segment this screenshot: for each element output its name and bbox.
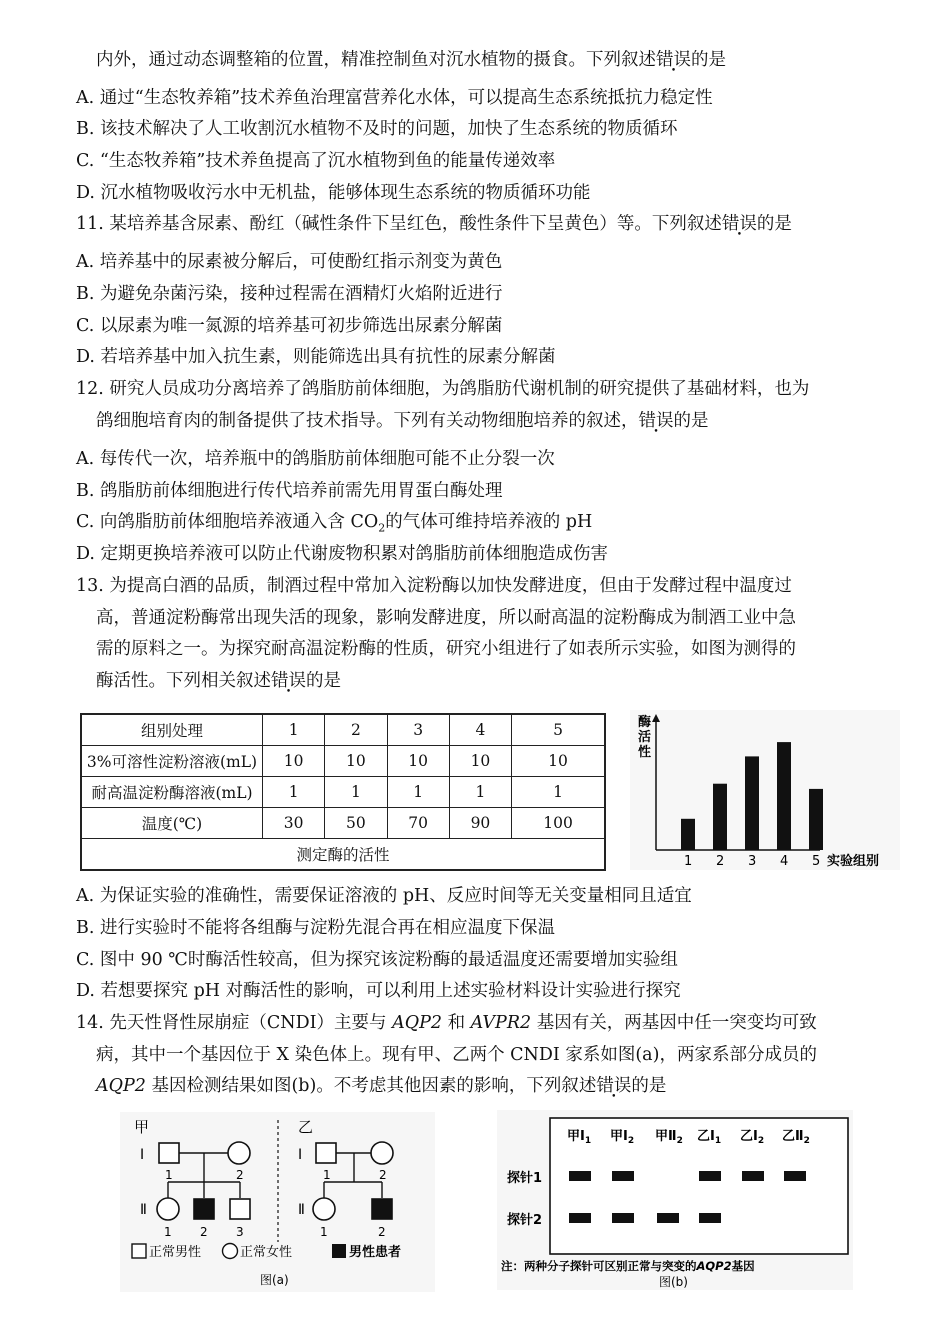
family-yi-label: 乙 [298, 1118, 314, 1136]
legend-patient-icon [332, 1244, 346, 1258]
table-row [81, 808, 605, 839]
probe2-band [612, 1213, 634, 1223]
q10-option-c: C. “生态牧养箱”技术养鱼提高了沉水植物到鱼的能量传递效率 [76, 151, 556, 171]
table-cell: 10 [387, 746, 449, 777]
q12-stem-line2: 鸽细胞培育肉的制备提供了技术指导。下列有关动物细胞培养的叙述，错误的是 [96, 411, 709, 431]
label-1: 1 [323, 1168, 331, 1182]
yi-i1-normal-male [316, 1143, 336, 1163]
gen-2-label: Ⅱ [298, 1202, 305, 1218]
jia-ii1-normal-female [157, 1198, 179, 1220]
table-header-row [81, 714, 605, 746]
figure-b-note: 注：两种分子探针可区别正常与突变的AQP2基因 [501, 1259, 755, 1273]
q12-option-a: A. 每传代一次，培养瓶中的鸽脂肪前体细胞可能不止分裂一次 [76, 449, 555, 469]
table-cell: 耐高温淀粉酶溶液(mL) [81, 777, 263, 808]
q11-option-b: B. 为避免杂菌污染，接种过程需在酒精灯火焰附近进行 [76, 284, 503, 304]
legend-female-icon [223, 1244, 238, 1259]
label-1: 1 [165, 1168, 173, 1182]
x-tick-label: 4 [780, 854, 789, 869]
table-cell: 70 [387, 808, 449, 839]
label-1: 1 [320, 1225, 328, 1239]
column-label: 乙$Ⅱ_2$ [782, 1129, 810, 1146]
q13-stem-line1: 13. 为提高白酒的品质，制酒过程中常加入淀粉酶以加快发酵进度，但由于发酵过程中温度过 [76, 576, 792, 596]
enzyme-activity-chart [630, 710, 900, 870]
label-2: 2 [378, 1225, 386, 1239]
table-cell: 3%可溶性淀粉溶液(mL) [81, 746, 263, 777]
table-cell: 30 [263, 808, 325, 839]
bar-3 [745, 756, 759, 850]
gen-1-label: Ⅰ [140, 1147, 145, 1163]
y-label-char: 性 [638, 745, 652, 760]
yi-ii2-male-patient [372, 1199, 392, 1219]
y-label-char: 酶 [638, 715, 652, 730]
q13-stem-line4: 酶活性。下列相关叙述错误的是 [96, 671, 341, 691]
table-cell: 10 [325, 746, 387, 777]
q13-option-b: B. 进行实验时不能将各组酶与淀粉先混合再在相应温度下保温 [76, 918, 555, 938]
experiment-table [80, 713, 606, 871]
probe2-band [699, 1213, 721, 1223]
figure-a-caption: 图(a) [260, 1273, 289, 1287]
label-3: 3 [236, 1225, 244, 1239]
q10-stem-tail: 内外，通过动态调整箱的位置，精准控制鱼对沉水植物的摄食。下列叙述错误的是 [96, 50, 726, 70]
gen-2-label: Ⅱ [140, 1202, 147, 1218]
table-row [81, 777, 605, 808]
q14-stem-line3: AQP2 基因检测结果如图(b)。不考虑其他因素的影响，下列叙述错误的是 [96, 1076, 667, 1096]
probe-result-figure [497, 1110, 853, 1290]
probe1-band [569, 1171, 591, 1181]
table-cell: 1 [263, 714, 325, 746]
chart-background [630, 710, 900, 870]
family-jia-label: 甲 [134, 1118, 150, 1136]
table-cell: 10 [512, 746, 605, 777]
q13-option-d: D. 若想要探究 pH 对酶活性的影响，可以利用上述实验材料设计实验进行探究 [76, 981, 681, 1001]
table-row [81, 746, 605, 777]
probe1-band [784, 1171, 806, 1181]
probe2-label: 探针2 [507, 1213, 543, 1228]
x-tick-label: 2 [716, 854, 725, 869]
table-cell: 4 [449, 714, 511, 746]
table-cell: 1 [512, 777, 605, 808]
table-cell: 100 [512, 808, 605, 839]
label-2: 2 [200, 1225, 208, 1239]
table-cell: 3 [387, 714, 449, 746]
emphasis-dots: 错误 [656, 50, 691, 70]
legend-female-label: 正常女性 [240, 1245, 293, 1260]
q12-option-d: D. 定期更换培养液可以防止代谢废物积累对鸽脂肪前体细胞造成伤害 [76, 544, 609, 564]
q10-option-a: A. 通过“生态牧养箱”技术养鱼治理富营养化水体，可以提高生态系统抵抗力稳定性 [76, 88, 713, 108]
q12-stem-line1: 12. 研究人员成功分离培养了鸽脂肪前体细胞，为鸽脂肪代谢机制的研究提供了基础材料，也为 [76, 379, 810, 399]
label-2: 2 [236, 1168, 244, 1182]
legend-male-icon [132, 1244, 146, 1258]
jia-i2-normal-female [228, 1142, 250, 1164]
x-axis-label: 实验组别 [827, 854, 880, 869]
probe2-band [569, 1213, 591, 1223]
table-cell: 1 [387, 777, 449, 808]
jia-i1-normal-male [159, 1143, 179, 1163]
yi-ii1-normal-female [313, 1198, 335, 1220]
q10-option-d: D. 沉水植物吸收污水中无机盐，能够体现生态系统的物质循环功能 [76, 183, 591, 203]
label-2: 2 [379, 1168, 387, 1182]
label-1: 1 [164, 1225, 172, 1239]
bar-2 [713, 784, 727, 850]
column-label: 乙$Ⅰ_2$ [740, 1129, 765, 1146]
x-tick-label: 5 [812, 854, 821, 869]
q12-option-b: B. 鸽脂肪前体细胞进行传代培养前需先用胃蛋白酶处理 [76, 481, 503, 501]
q11-option-a: A. 培养基中的尿素被分解后，可使酚红指示剂变为黄色 [76, 252, 503, 272]
table-cell: 1 [263, 777, 325, 808]
pedigree-figure [120, 1112, 435, 1292]
q13-option-a: A. 为保证实验的准确性，需要保证溶液的 pH、反应时间等无关变量相同且适宜 [76, 886, 692, 906]
table-cell: 测定酶的活性 [81, 839, 605, 871]
bar-5 [809, 789, 823, 850]
yi-i2-normal-female [371, 1142, 393, 1164]
legend-male-label: 正常男性 [149, 1245, 202, 1260]
table-cell: 50 [325, 808, 387, 839]
q14-stem-line2: 病，其中一个基因位于 X 染色体上。现有甲、乙两个 CNDI 家系如图(a)，两家系部分成员的 [96, 1045, 817, 1065]
q11-option-c: C. 以尿素为唯一氮源的培养基可初步筛选出尿素分解菌 [76, 316, 503, 336]
y-label-char: 活 [638, 730, 652, 745]
table-cell: 2 [325, 714, 387, 746]
q10-option-b: B. 该技术解决了人工收割沉水植物不及时的问题，加快了生态系统的物质循环 [76, 119, 678, 139]
q12-option-c: C. 向鸽脂肪前体细胞培养液通入含 $CO_2$的气体可维持培养液的 pH [76, 512, 593, 535]
column-label: 甲$Ⅱ_2$ [655, 1129, 683, 1146]
jia-ii2-male-patient [194, 1199, 214, 1219]
probe1-band [742, 1171, 764, 1181]
q13-stem-line2: 高，普通淀粉酶常出现失活的现象，影响发酵进度，所以耐高温的淀粉酶成为制酒工业中急 [96, 608, 796, 628]
x-tick-label: 3 [748, 854, 757, 869]
q13-stem-line3: 需的原料之一。为探究耐高温淀粉酶的性质，研究小组进行了如表所示实验，如图为测得的 [96, 639, 796, 659]
column-label: 乙$Ⅰ_1$ [697, 1129, 722, 1146]
bar-1 [681, 819, 695, 850]
q11-stem: 11. 某培养基含尿素、酚红（碱性条件下呈红色，酸性条件下呈黄色）等。下列叙述错误的是 [76, 214, 792, 234]
table-cell: 温度(℃) [81, 808, 263, 839]
table-footer-row [81, 839, 605, 871]
table-cell: 10 [449, 746, 511, 777]
y-axis-label [637, 714, 651, 760]
column-label: 甲$Ⅰ_2$ [610, 1129, 635, 1146]
probe1-label: 探针1 [507, 1171, 543, 1186]
bar-4 [777, 742, 791, 850]
probe1-band [699, 1171, 721, 1181]
jia-ii3-normal-male [230, 1199, 250, 1219]
q13-option-c: C. 图中 90 ℃时酶活性较高，但为探究该淀粉酶的最适温度还需要增加实验组 [76, 950, 678, 970]
x-tick-label: 1 [684, 854, 693, 869]
q11-option-d: D. 若培养基中加入抗生素，则能筛选出具有抗性的尿素分解菌 [76, 347, 556, 367]
probe1-band [612, 1171, 634, 1181]
table-cell: 组别处理 [81, 714, 263, 746]
column-label: 甲$Ⅰ_1$ [567, 1129, 592, 1146]
table-cell: 5 [512, 714, 605, 746]
table-cell: 90 [449, 808, 511, 839]
probe2-band [657, 1213, 679, 1223]
table-cell: 10 [263, 746, 325, 777]
figure-b-caption: 图(b) [659, 1275, 688, 1289]
table-cell: 1 [449, 777, 511, 808]
q14-stem-line1: 14. 先天性肾性尿崩症（CNDI）主要与 AQP2 和 AVPR2 基因有关，两基因中任一突变均可致 [76, 1013, 817, 1033]
gen-1-label: Ⅰ [298, 1147, 303, 1163]
legend-patient-label: 男性患者 [349, 1245, 402, 1260]
table-cell: 1 [325, 777, 387, 808]
